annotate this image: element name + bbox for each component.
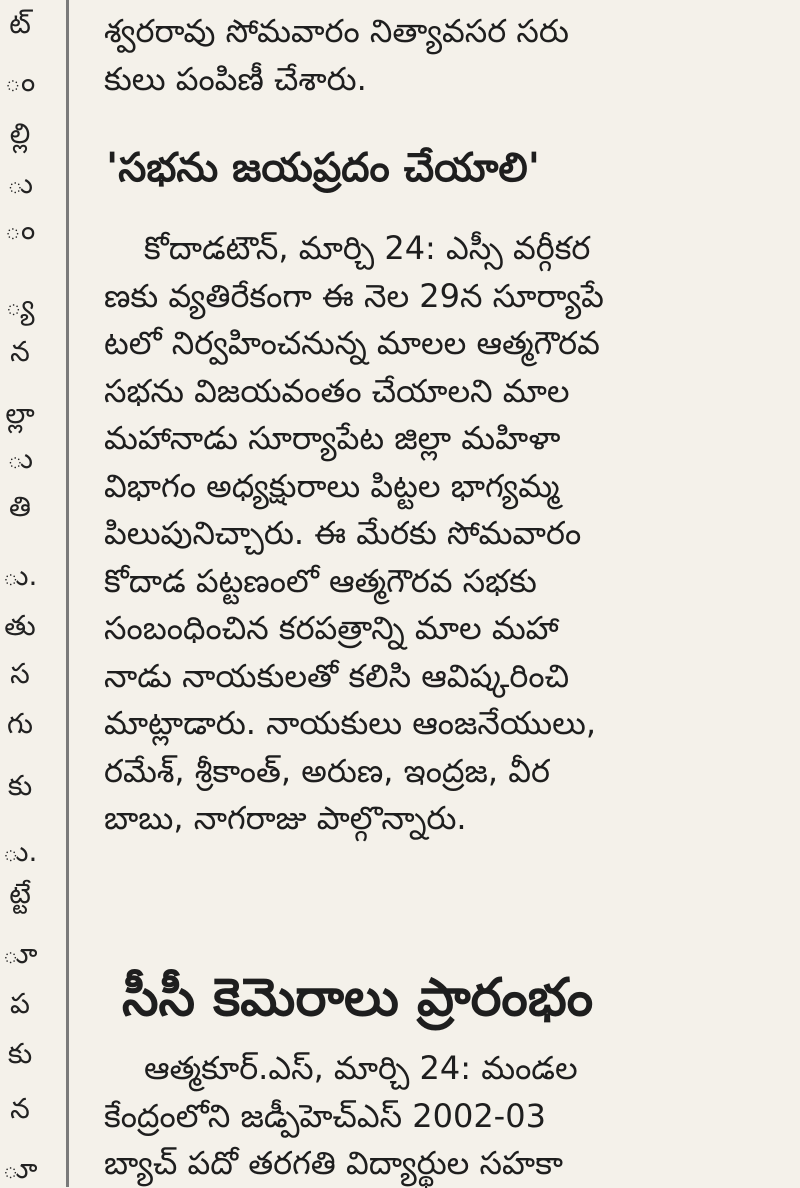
text-line: మాట్లాడారు. నాయకులు ఆంజనేయులు, bbox=[104, 704, 597, 742]
text-line: శ్వరరావు సోమవారం నిత్యావసర సరు bbox=[104, 12, 569, 50]
column-fragment: ు bbox=[7, 167, 33, 200]
column-fragment: ూ bbox=[2, 937, 38, 970]
column-fragment: ట్ bbox=[9, 7, 31, 40]
previous-story-tail bbox=[104, 8, 704, 103]
column-fragment: ్య bbox=[5, 289, 35, 322]
column-fragment: గు bbox=[6, 707, 33, 740]
text-line: సంబంధించిన కరపత్రాన్ని మాల మహా bbox=[104, 609, 559, 647]
text-line: కులు పంపిణీ చేశారు. bbox=[104, 59, 367, 98]
text-line: కోదాడ పట్టణంలో ఆత్మగౌరవ సభకు bbox=[104, 561, 537, 600]
column-fragment: ు. bbox=[2, 835, 38, 868]
column-divider bbox=[66, 0, 69, 1187]
column-fragment: ల్లా bbox=[5, 397, 35, 430]
column-fragment: ం bbox=[4, 213, 36, 246]
story-headline: సీసీ కెమెరాలు ప్రారంభం bbox=[122, 968, 594, 1028]
story-headline: 'సభను జయప్రదం చేయాలి' bbox=[106, 145, 540, 191]
text-line: మహానాడు సూర్యాపేట జిల్లా మహిళా bbox=[104, 419, 561, 457]
adjacent-column-fragments bbox=[0, 0, 62, 1187]
column-fragment: తు bbox=[4, 609, 36, 642]
text-line: ణకు వ్యతిరేకంగా ఈ నెల 29న సూర్యాపే bbox=[104, 276, 604, 315]
column-fragment: కు bbox=[7, 1037, 33, 1070]
text-line: కేంద్రంలోని జడ్పీహెచ్ఎస్ 2002-03 bbox=[104, 1096, 546, 1135]
column-fragment: న bbox=[10, 335, 30, 368]
column-fragment: కు bbox=[7, 769, 33, 802]
column-fragment: ు bbox=[7, 442, 33, 475]
column-fragment: ప bbox=[10, 987, 30, 1020]
text-line: రమేశ్, శ్రీకాంత్, అరుణ, ఇంద్రజ, వీర bbox=[104, 751, 550, 790]
column-fragment: న bbox=[10, 1092, 30, 1125]
text-line: బాబు, నాగరాజు పాల్గొన్నారు. bbox=[104, 799, 467, 837]
text-line: పిలుపునిచ్చారు. ఈ మేరకు సోమవారం bbox=[104, 514, 582, 552]
column-fragment: ూ bbox=[2, 1152, 38, 1185]
story-body bbox=[104, 1045, 704, 1188]
dateline-line: కోదాడటౌన్, మార్చి 24: ఎస్సీ వర్గీకర bbox=[144, 229, 591, 267]
text-line: నాడు నాయకులతో కలిసి ఆవిష్కరించి bbox=[104, 656, 570, 695]
column-fragment: ు. bbox=[2, 559, 38, 592]
story-body bbox=[104, 225, 704, 843]
text-line: సభను విజయవంతం చేయాలని మాల bbox=[104, 371, 570, 410]
dateline-line: ఆత్మకూర్.ఎస్, మార్చి 24: మండల bbox=[144, 1049, 578, 1087]
column-fragment: ం bbox=[4, 65, 36, 98]
text-line: విభాగం అధ్యక్షురాలు పిట్టల భాగ్యమ్మ bbox=[104, 466, 560, 505]
text-line: టలో నిర్వహించనున్న మాలల ఆత్మగౌరవ bbox=[104, 324, 600, 362]
column-fragment: ల్లి bbox=[9, 117, 31, 150]
text-line: బ్యాచ్ పదో తరగతి విద్యార్థుల సహకా bbox=[104, 1144, 564, 1182]
column-fragment: తి bbox=[9, 490, 31, 523]
column-fragment: ట్టే bbox=[9, 877, 31, 910]
column-fragment: స bbox=[10, 657, 30, 690]
